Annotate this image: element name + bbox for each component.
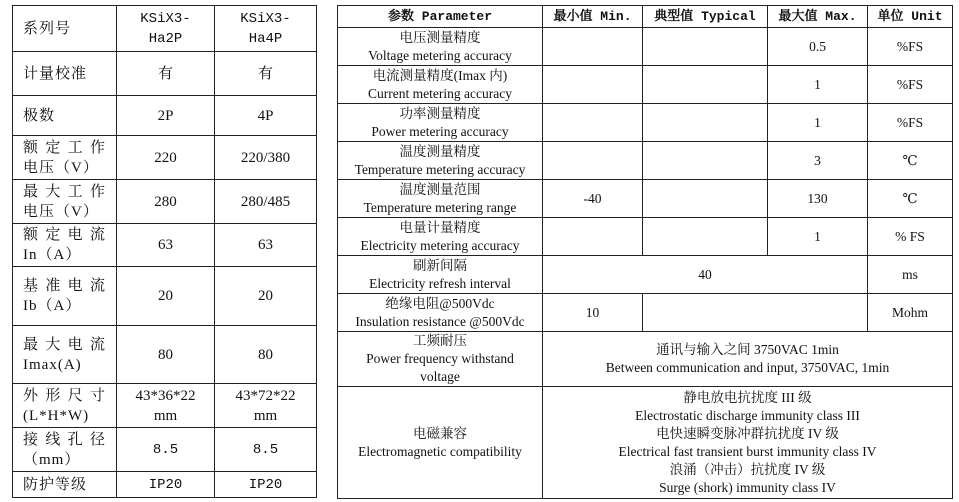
row-label-line1: 最大电流 <box>23 336 106 353</box>
param-en: Temperature metering accuracy <box>354 161 526 177</box>
param-zh: 温度测量精度 <box>399 143 481 159</box>
unit-value: % FS <box>868 218 953 256</box>
value-2p <box>117 384 215 428</box>
param-cell <box>338 218 543 256</box>
table-row <box>338 66 953 104</box>
table-row <box>338 332 953 387</box>
row-label <box>13 180 117 224</box>
value-2p-line2: mm <box>153 407 178 424</box>
header-parameter: 参数 Parameter <box>338 6 543 28</box>
row-label-line2: （mm） <box>23 451 81 468</box>
param-en: Electromagnetic compatibility <box>358 443 522 459</box>
table-row <box>13 472 317 498</box>
param-en: Electricity metering accuracy <box>360 237 520 253</box>
param-cell <box>338 256 543 294</box>
row-label: 计量校准 <box>13 52 117 96</box>
param-cell <box>338 387 543 499</box>
param-cell <box>338 332 543 387</box>
row-label <box>13 136 117 180</box>
model-4p <box>215 6 317 52</box>
param-en: Electricity refresh interval <box>369 275 511 291</box>
emc-line: 电快速瞬变脉冲群抗扰度 IV 级 <box>656 425 839 441</box>
table-row <box>13 6 317 52</box>
min-value <box>543 66 643 104</box>
row-label-line2: In（A） <box>23 247 82 263</box>
row-label-line2: Imax(A) <box>23 356 82 373</box>
value-2p-line1: 43*36*22 <box>135 387 196 404</box>
row-label-line1: 外形尺寸 <box>23 387 106 404</box>
row-label-line2: (L*H*W) <box>23 407 90 424</box>
emc-line: Surge (shork) immunity class IV <box>659 479 836 495</box>
header-min: 最小值 Min. <box>543 6 643 28</box>
value-4p: 20 <box>215 267 317 326</box>
row-label <box>13 267 117 326</box>
withstand-en: Between communication and input, 3750VAC, 1min <box>605 360 890 375</box>
model-2p <box>117 6 215 52</box>
param-zh: 工频耐压 <box>413 333 467 348</box>
emc-line: 静电放电抗扰度 III 级 <box>683 389 812 405</box>
table-row <box>13 180 317 224</box>
table-row <box>13 224 317 267</box>
value-2p: 63 <box>117 224 215 267</box>
typical-value <box>643 66 768 104</box>
table-row <box>338 104 953 142</box>
value-2p: 20 <box>117 267 215 326</box>
table-row <box>338 28 953 66</box>
max-value: 3 <box>768 142 868 180</box>
typical-value <box>643 28 768 66</box>
param-cell <box>338 28 543 66</box>
series-label: 系列号 <box>13 6 117 52</box>
product-spec-table <box>12 5 317 498</box>
withstand-zh: 通讯与输入之间 3750VAC 1min <box>656 342 839 357</box>
model-4p-line2: Ha4P <box>248 30 283 47</box>
value-2p: 2P <box>117 96 215 136</box>
row-label: 极数 <box>13 96 117 136</box>
header-unit: 单位 Unit <box>868 6 953 28</box>
row-label <box>13 384 117 428</box>
param-en: Power frequency withstand <box>366 351 514 366</box>
emc-line: Electrostatic discharge immunity class III <box>635 407 860 423</box>
model-4p-line1: KSiX3- <box>240 10 291 27</box>
table-row <box>338 180 953 218</box>
row-label <box>13 326 117 384</box>
typical-value <box>643 180 768 218</box>
row-label-line1: 接线孔径 <box>23 431 106 448</box>
row-label-line1: 额定电流 <box>23 227 106 243</box>
value-4p: 4P <box>215 96 317 136</box>
value-4p <box>215 384 317 428</box>
typical-value <box>643 104 768 142</box>
value-4p-line1: 43*72*22 <box>235 387 296 404</box>
value-2p: 80 <box>117 326 215 384</box>
typical-max-empty <box>643 294 868 332</box>
param-cell <box>338 142 543 180</box>
unit-value: ms <box>868 256 953 294</box>
table-row <box>13 136 317 180</box>
value-4p: 63 <box>215 224 317 267</box>
param-zh: 刷新间隔 <box>413 257 467 273</box>
table-row <box>13 96 317 136</box>
value-2p: IP20 <box>117 472 215 498</box>
param-en: Insulation resistance @500Vdc <box>355 313 525 329</box>
row-label-line2: 电压（V） <box>23 159 99 176</box>
param-zh: 电压测量精度 <box>399 29 481 45</box>
value-4p: 220/380 <box>215 136 317 180</box>
header-row <box>338 6 953 28</box>
value-4p: IP20 <box>215 472 317 498</box>
typical-value <box>643 218 768 256</box>
max-value: 1 <box>768 66 868 104</box>
emc-line: Electrical fast transient burst immunity class IV <box>618 443 877 459</box>
table-row <box>13 52 317 96</box>
row-label <box>13 224 117 267</box>
min-value: -40 <box>543 180 643 218</box>
min-value <box>543 218 643 256</box>
table-row <box>13 267 317 326</box>
value-4p: 80 <box>215 326 317 384</box>
value-2p: 8.5 <box>117 428 215 472</box>
max-value: 0.5 <box>768 28 868 66</box>
param-zh: 电流测量精度(Imax 内) <box>372 67 508 83</box>
unit-value: %FS <box>868 104 953 142</box>
param-en-line2: voltage <box>420 369 460 384</box>
row-label-line1: 最大工作 <box>23 183 106 200</box>
unit-value: ℃ <box>868 180 953 218</box>
param-cell <box>338 180 543 218</box>
max-value: 1 <box>768 218 868 256</box>
model-2p-line1: KSiX3- <box>140 10 191 27</box>
min-value <box>543 142 643 180</box>
unit-value: %FS <box>868 28 953 66</box>
header-typical: 典型值 Typical <box>643 6 768 28</box>
row-label-line1: 基准电流 <box>23 278 106 294</box>
unit-value: %FS <box>868 66 953 104</box>
param-cell <box>338 294 543 332</box>
unit-value: Mohm <box>868 294 953 332</box>
param-zh: 电磁兼容 <box>413 425 467 441</box>
table-row <box>338 294 953 332</box>
typical-value: 40 <box>543 256 868 294</box>
value-2p: 有 <box>117 52 215 96</box>
param-zh: 绝缘电阻@500Vdc <box>385 295 495 311</box>
param-cell <box>338 66 543 104</box>
max-value: 130 <box>768 180 868 218</box>
table-row <box>338 256 953 294</box>
param-en: Temperature metering range <box>363 199 517 215</box>
param-zh: 功率测量精度 <box>399 105 481 121</box>
param-en: Current metering accuracy <box>368 85 512 101</box>
value-4p: 280/485 <box>215 180 317 224</box>
table-row <box>338 142 953 180</box>
min-value: 10 <box>543 294 643 332</box>
param-en: Power metering accuracy <box>371 123 509 139</box>
row-label-line2: Ib（A） <box>23 298 82 314</box>
model-2p-line2: Ha2P <box>148 30 183 47</box>
header-max: 最大值 Max. <box>768 6 868 28</box>
emc-line: 浪涌（冲击）抗扰度 IV 级 <box>669 461 826 477</box>
withstand-value <box>543 332 953 387</box>
table-row <box>338 387 953 499</box>
param-cell <box>338 104 543 142</box>
parameter-table <box>337 5 953 499</box>
param-zh: 温度测量范围 <box>399 181 481 197</box>
min-value <box>543 104 643 142</box>
unit-value: ℃ <box>868 142 953 180</box>
value-4p: 有 <box>215 52 317 96</box>
row-label-line2: 电压（V） <box>23 203 99 220</box>
min-value <box>543 28 643 66</box>
value-4p: 8.5 <box>215 428 317 472</box>
table-row <box>13 326 317 384</box>
table-row <box>13 428 317 472</box>
param-en: Voltage metering accuracy <box>368 47 512 63</box>
param-zh: 电量计量精度 <box>399 219 481 235</box>
row-label <box>13 428 117 472</box>
typical-value <box>643 142 768 180</box>
table-row <box>13 384 317 428</box>
table-row <box>338 218 953 256</box>
row-label: 防护等级 <box>13 472 117 498</box>
row-label-line1: 额定工作 <box>23 139 106 156</box>
value-2p: 280 <box>117 180 215 224</box>
value-4p-line2: mm <box>253 407 278 424</box>
max-value: 1 <box>768 104 868 142</box>
value-2p: 220 <box>117 136 215 180</box>
emc-value <box>543 387 953 499</box>
